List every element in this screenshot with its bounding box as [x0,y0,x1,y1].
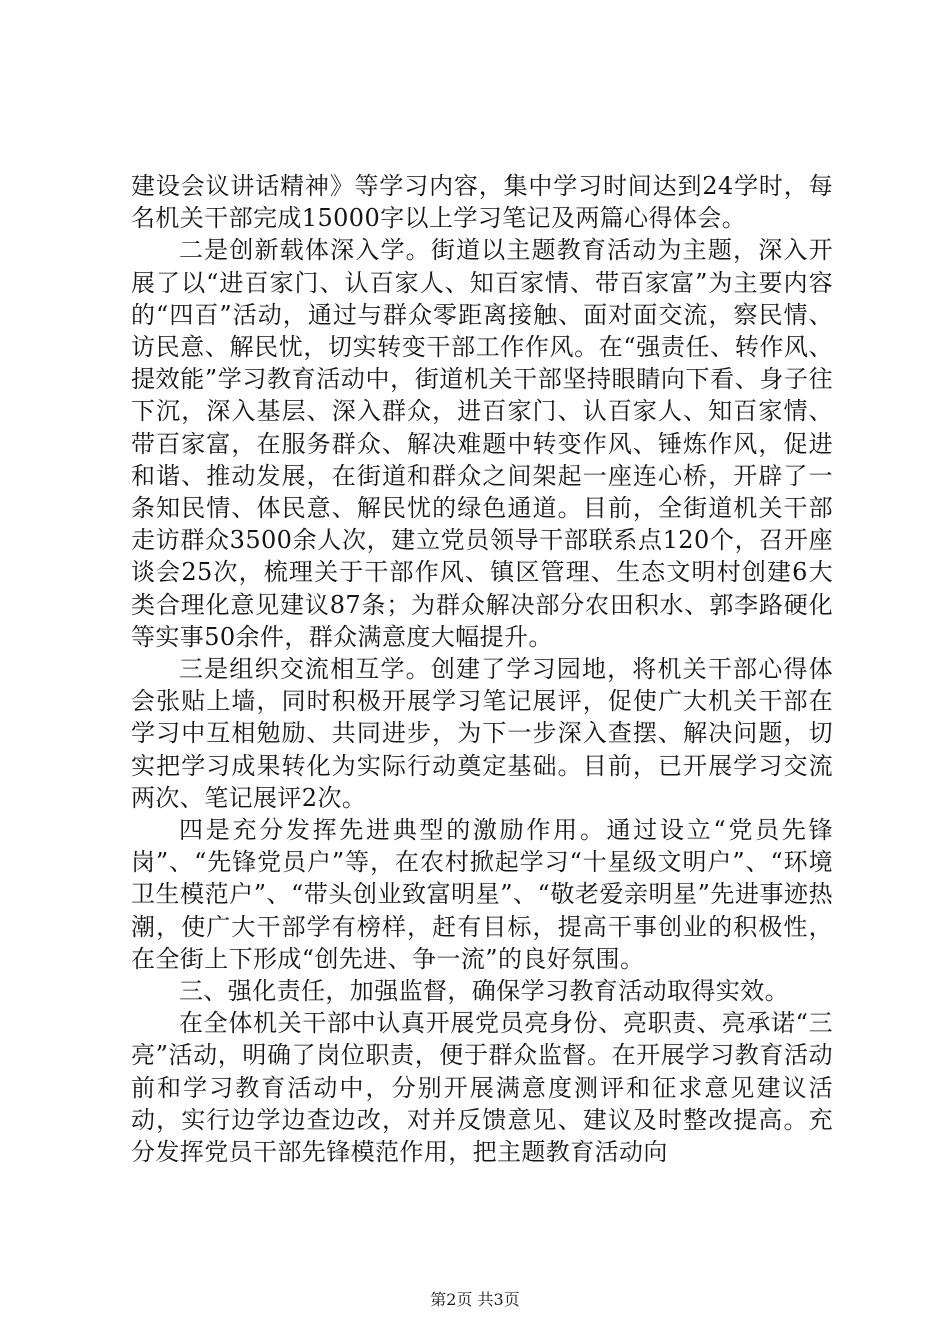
page-footer: 第2页 共3页 [430,1290,520,1309]
paragraph-continuation: 建设会议讲话精神》等学习内容，集中学习时间达到24学时，每名机关干部完成15000字以上学习笔记及两篇心得体会。 [131,172,833,233]
paragraph-exchange-learning: 三是组织交流相互学。创建了学习园地，将机关干部心得体会张贴上墙，同时积极开展学习笔记展评，促使广大机关干部在学习中互相勉励、共同进步，为下一步深入查摆、解决问题，切实把学习成果转化为实际行动奠定基础。目前，已开展学习交流两次、笔记展评2次。 [131,655,833,812]
paragraph-innovative-carriers: 二是创新载体深入学。街道以主题教育活动为主题，深入开展了以“进百家门、认百家人、知百家情、带百家富”为主要内容的“四百”活动，通过与群众零距离接触、面对面交流，察民情、访民意、解民忧，切实转变干部工作作风。在“强责任、转作风、提效能”学习教育活动中，街道机关干部坚持眼睛向下看、身子往下沉，深入基层、深入群众，进百家门、认百家人、知百家情、带百家富，在服务群众、解决难题中转变作风、锤炼作风，促进和谐、推动发展，在街道和群众之间架起一座连心桥，开辟了一条知民情、体民意、解民忧的绿色通道。目前，全街道机关干部走访群众3500余人次，建立党员领导干部联系点120个，召开座谈会25次，梳理关于干部作风、镇区管理、生态文明村创建6大类合理化意见建议87条；为群众解决部分农田积水、郭李路硬化等实事50余件，群众满意度大幅提升。 [131,236,833,651]
paragraph-three-displays: 在全体机关干部中认真开展党员亮身份、亮职责、亮承诺“三亮”活动，明确了岗位职责，便于群众监督。在开展学习教育活动前和学习教育活动中，分别开展满意度测评和征求意见建议活动，实行边学边查边改，对并反馈意见、建议及时整改提高。充分发挥党员干部先锋模范作用，把主题教育活动向 [131,1009,833,1167]
section-heading-responsibility: 三、强化责任，加强监督，确保学习教育活动取得实效。 [179,977,789,1006]
document-body [131,170,833,1168]
paragraph-role-models: 四是充分发挥先进典型的激励作用。通过设立“党员先锋岗”、“先锋党员户”等，在农村掀起学习“十星级文明户”、“环境卫生模范户”、“带头创业致富明星”、“敬老爱亲明星”先进事迹热潮，使广大干部学有榜样，赶有目标，提高干事创业的积极性，在全街上下形成“创先进、争一流”的良好氛围。 [131,816,833,973]
